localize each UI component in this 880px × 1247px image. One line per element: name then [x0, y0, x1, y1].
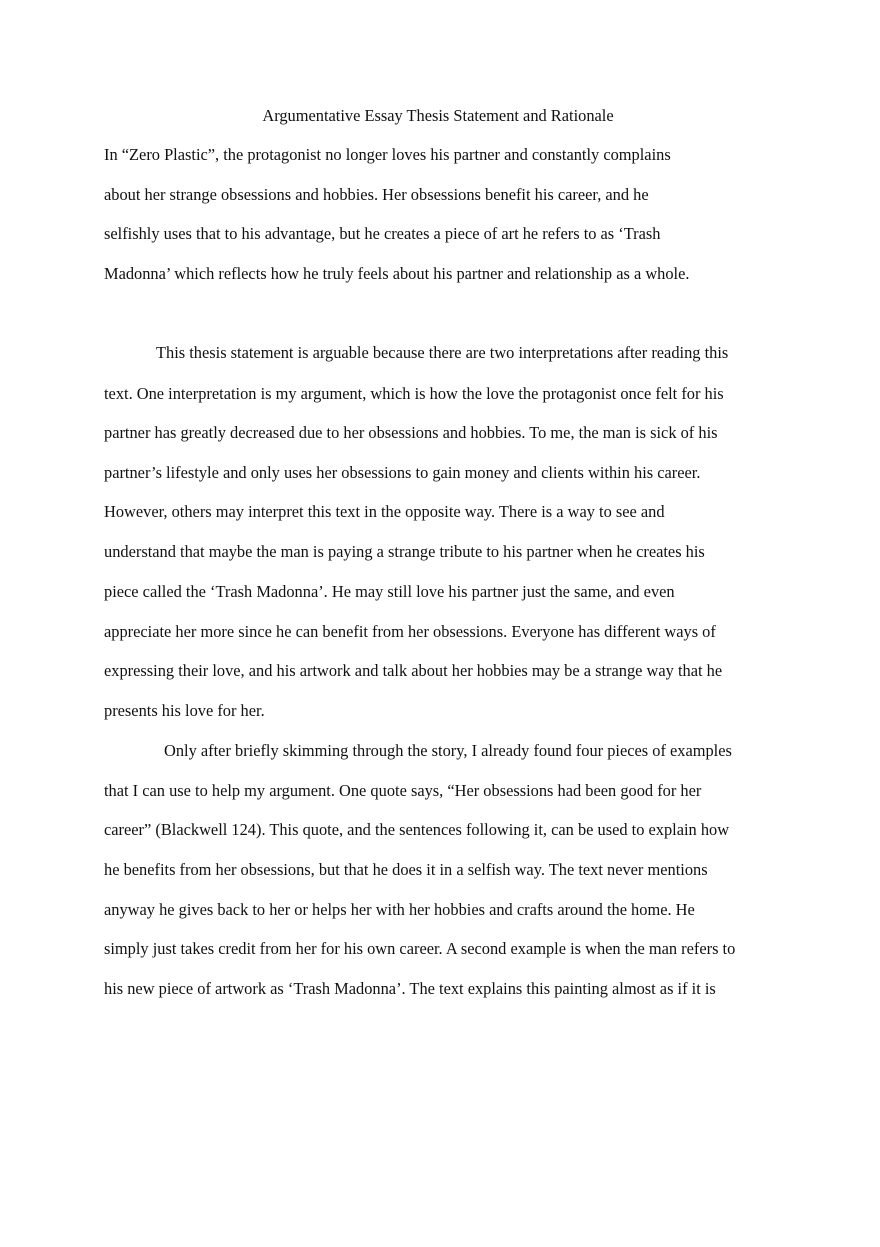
text-line: partner’s lifestyle and only uses her obsessions to gain money and clients within his career.: [104, 463, 701, 482]
text-line: anyway he gives back to her or helps her with her hobbies and crafts around the home. He: [104, 900, 695, 919]
text-line: understand that maybe the man is paying a strange tribute to his partner when he creates his: [104, 542, 705, 561]
text-line: career” (Blackwell 124). This quote, and the sentences following it, can be used to explain how: [104, 820, 730, 839]
text-line: Madonna’ which reflects how he truly feels about his partner and relationship as a whole.: [104, 264, 690, 283]
text-line: piece called the ‘Trash Madonna’. He may still love his partner just the same, and even: [104, 582, 675, 601]
text-line: selfishly uses that to his advantage, but he creates a piece of art he refers to as ‘Trash: [104, 224, 661, 243]
text-line: However, others may interpret this text in the opposite way. There is a way to see and: [104, 502, 665, 521]
text-line: his new piece of artwork as ‘Trash Madonna’. The text explains this painting almost as if it is: [104, 979, 716, 998]
text-line: Only after briefly skimming through the story, I already found four pieces of examples: [164, 741, 732, 760]
text-line: he benefits from her obsessions, but that he does it in a selfish way. The text never mentions: [104, 860, 708, 879]
text-line: This thesis statement is arguable because there are two interpretations after reading this: [156, 343, 729, 362]
text-line: expressing their love, and his artwork and talk about her hobbies may be a strange way that he: [104, 661, 723, 680]
text-line: that I can use to help my argument. One quote says, “Her obsessions had been good for her: [104, 781, 702, 800]
text-line: about her strange obsessions and hobbies. Her obsessions benefit his career, and he: [104, 185, 649, 204]
document-title: Argumentative Essay Thesis Statement and Rationale: [262, 106, 614, 125]
text-line: presents his love for her.: [104, 701, 265, 720]
text-line: partner has greatly decreased due to her obsessions and hobbies. To me, the man is sick of his: [104, 423, 718, 442]
text-line: simply just takes credit from her for his own career. A second example is when the man refers to: [104, 939, 736, 958]
text-line: text. One interpretation is my argument, which is how the love the protagonist once felt for his: [104, 384, 724, 403]
text-line: appreciate her more since he can benefit from her obsessions. Everyone has different ways of: [104, 622, 716, 641]
text-line: In “Zero Plastic”, the protagonist no longer loves his partner and constantly complains: [104, 145, 671, 164]
